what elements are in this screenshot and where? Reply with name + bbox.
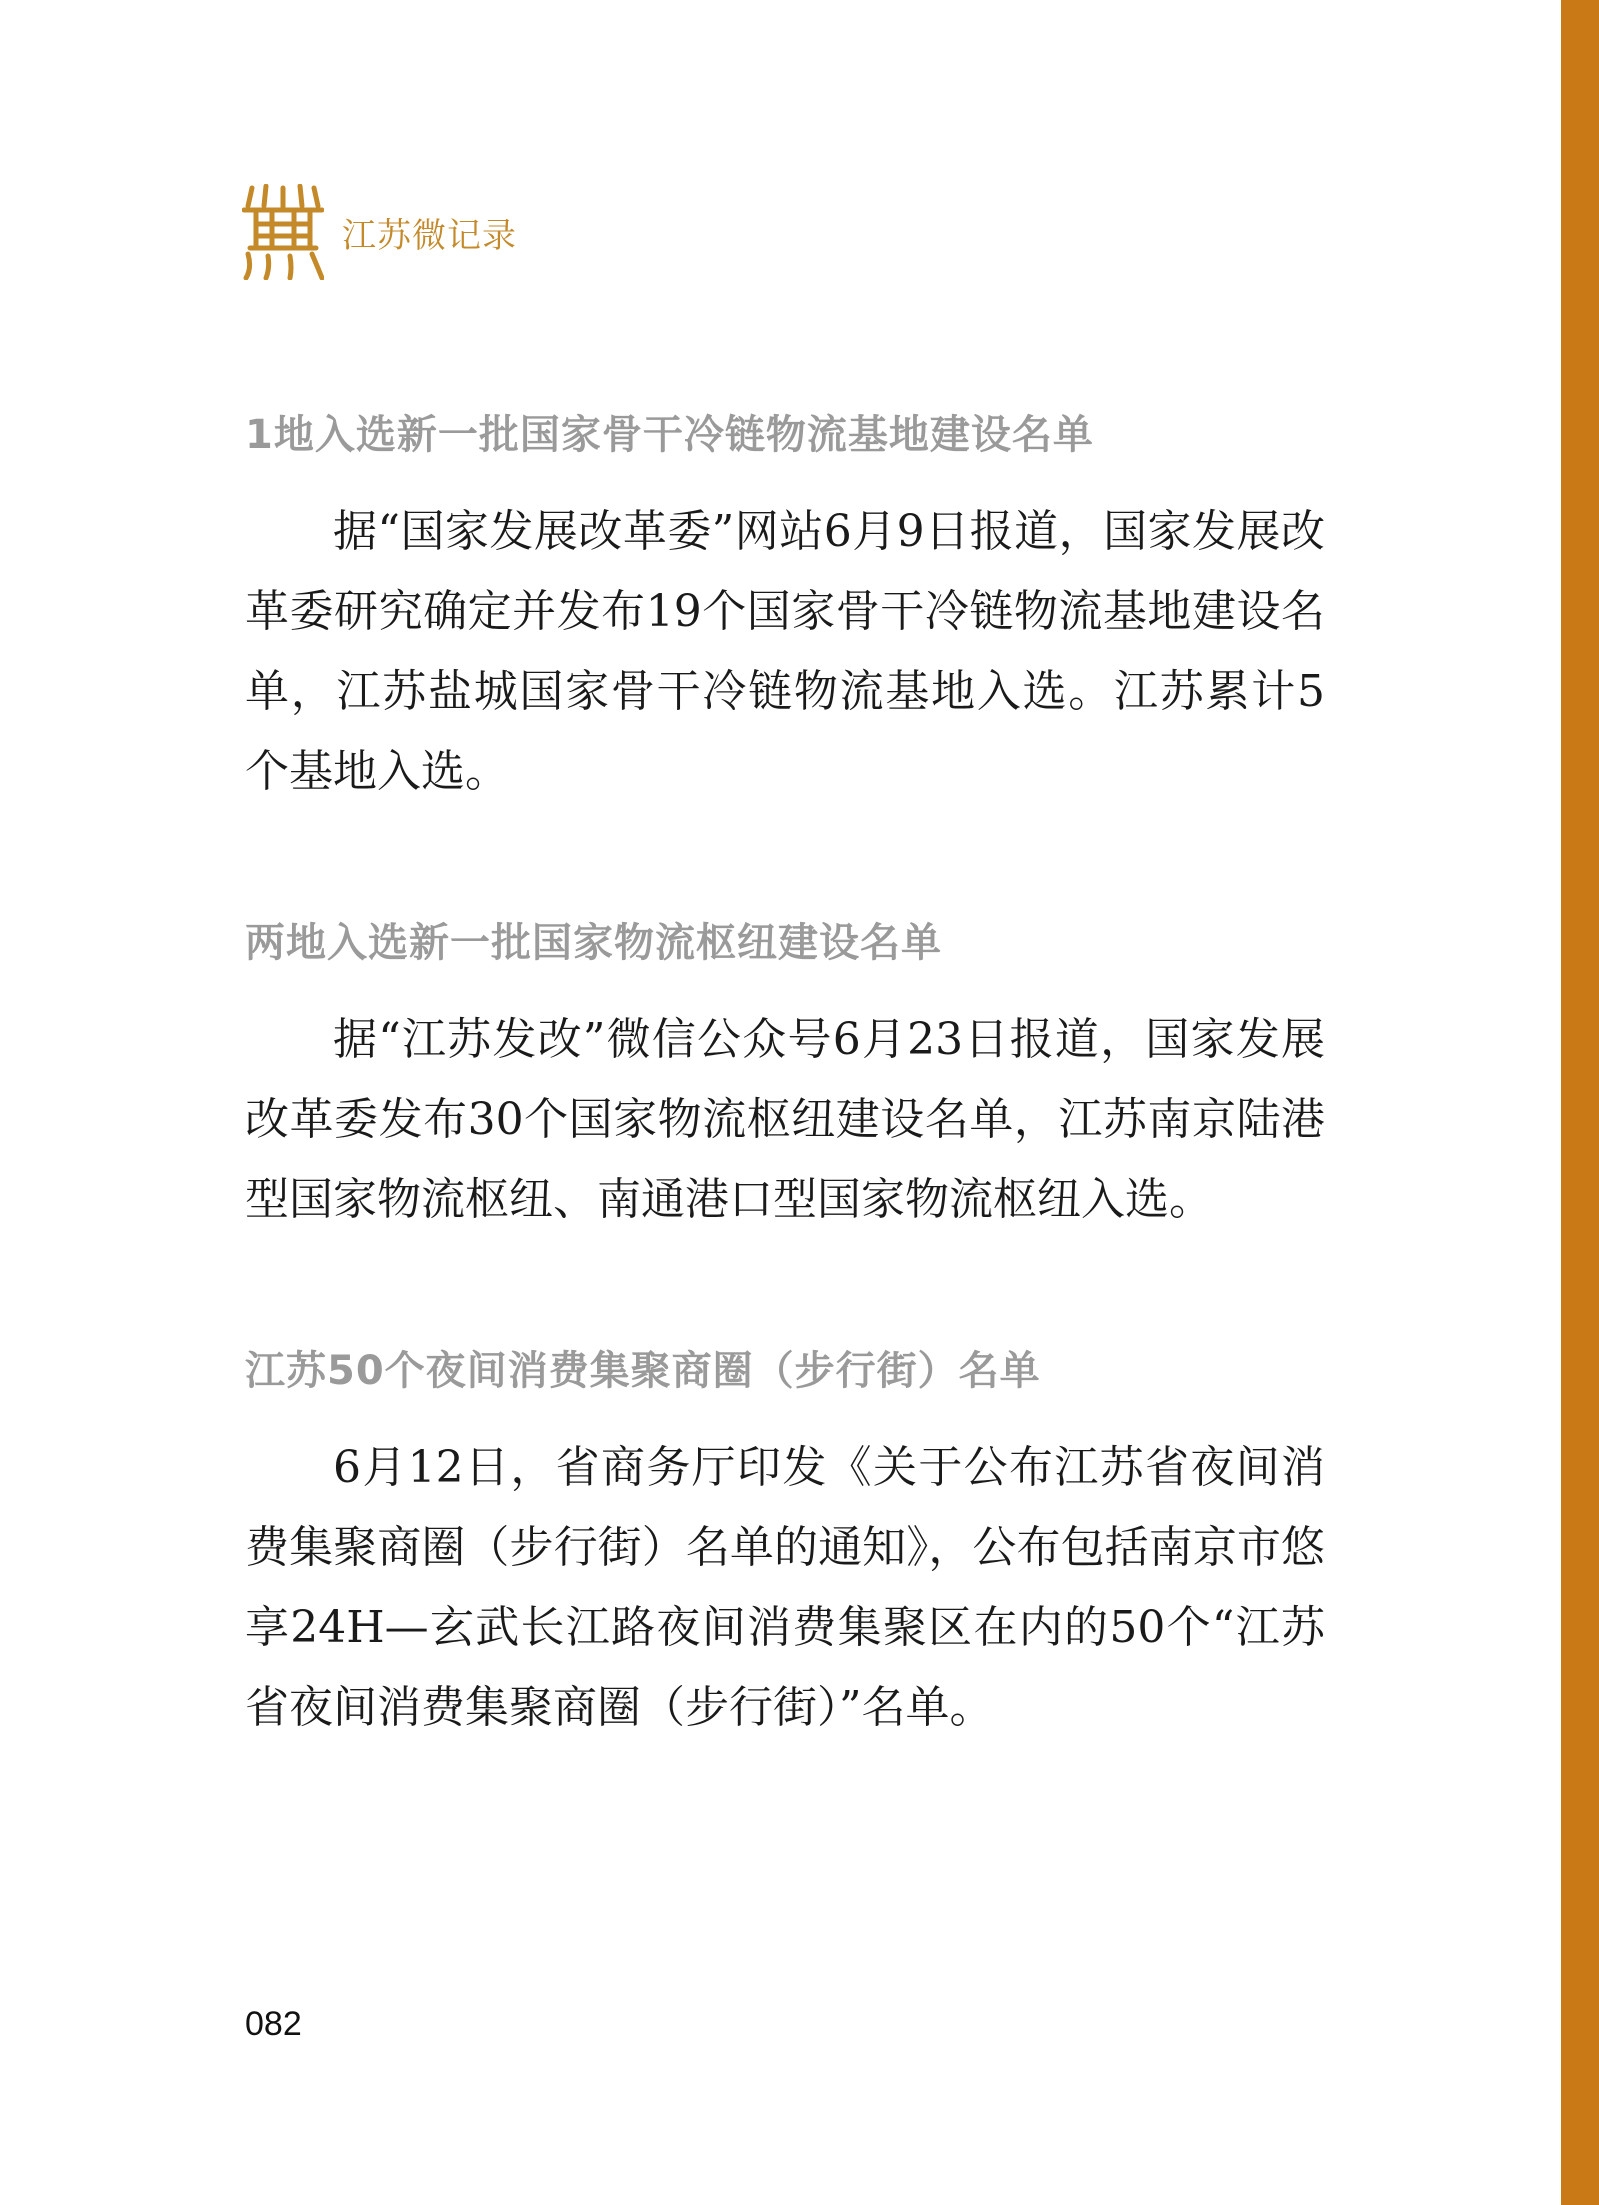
news-section-night-consumption	[245, 1336, 1325, 1748]
news-section-cold-chain	[245, 400, 1325, 812]
side-color-bar	[1561, 0, 1599, 2205]
header-title: 江苏微记录	[342, 215, 517, 256]
section-body: 据“国家发展改革委”网站6月9日报道，国家发展改革委研究确定并发布19个国家骨干冷链物流基地建设名单，江苏盐城国家骨干冷链物流基地入选。江苏累计5个基地入选。	[245, 506, 1325, 797]
news-section-logistics-hub	[245, 908, 1325, 1240]
section-body: 6月12日，省商务厅印发《关于公布江苏省夜间消费集聚商圈（步行街）名单的通知》，公布包括南京市悠享24H—玄武长江路夜间消费集聚区在内的50个“江苏省夜间消费集聚商圈（步行街）”名单。	[245, 1442, 1325, 1733]
article-content	[245, 400, 1325, 1748]
section-title: 江苏50个夜间消费集聚商圈（步行街）名单	[245, 1348, 1041, 1394]
page-header	[242, 182, 517, 282]
page-number: 082	[245, 2005, 302, 2043]
section-title: 1地入选新一批国家骨干冷链物流基地建设名单	[245, 412, 1094, 458]
section-title: 两地入选新一批国家物流枢纽建设名单	[245, 920, 942, 966]
section-body: 据“江苏发改”微信公众号6月23日报道，国家发展改革委发布30个国家物流枢纽建设名单，江苏南京陆港型国家物流枢纽、南通港口型国家物流枢纽入选。	[245, 1014, 1325, 1225]
jiangsu-logo-icon	[242, 184, 324, 280]
